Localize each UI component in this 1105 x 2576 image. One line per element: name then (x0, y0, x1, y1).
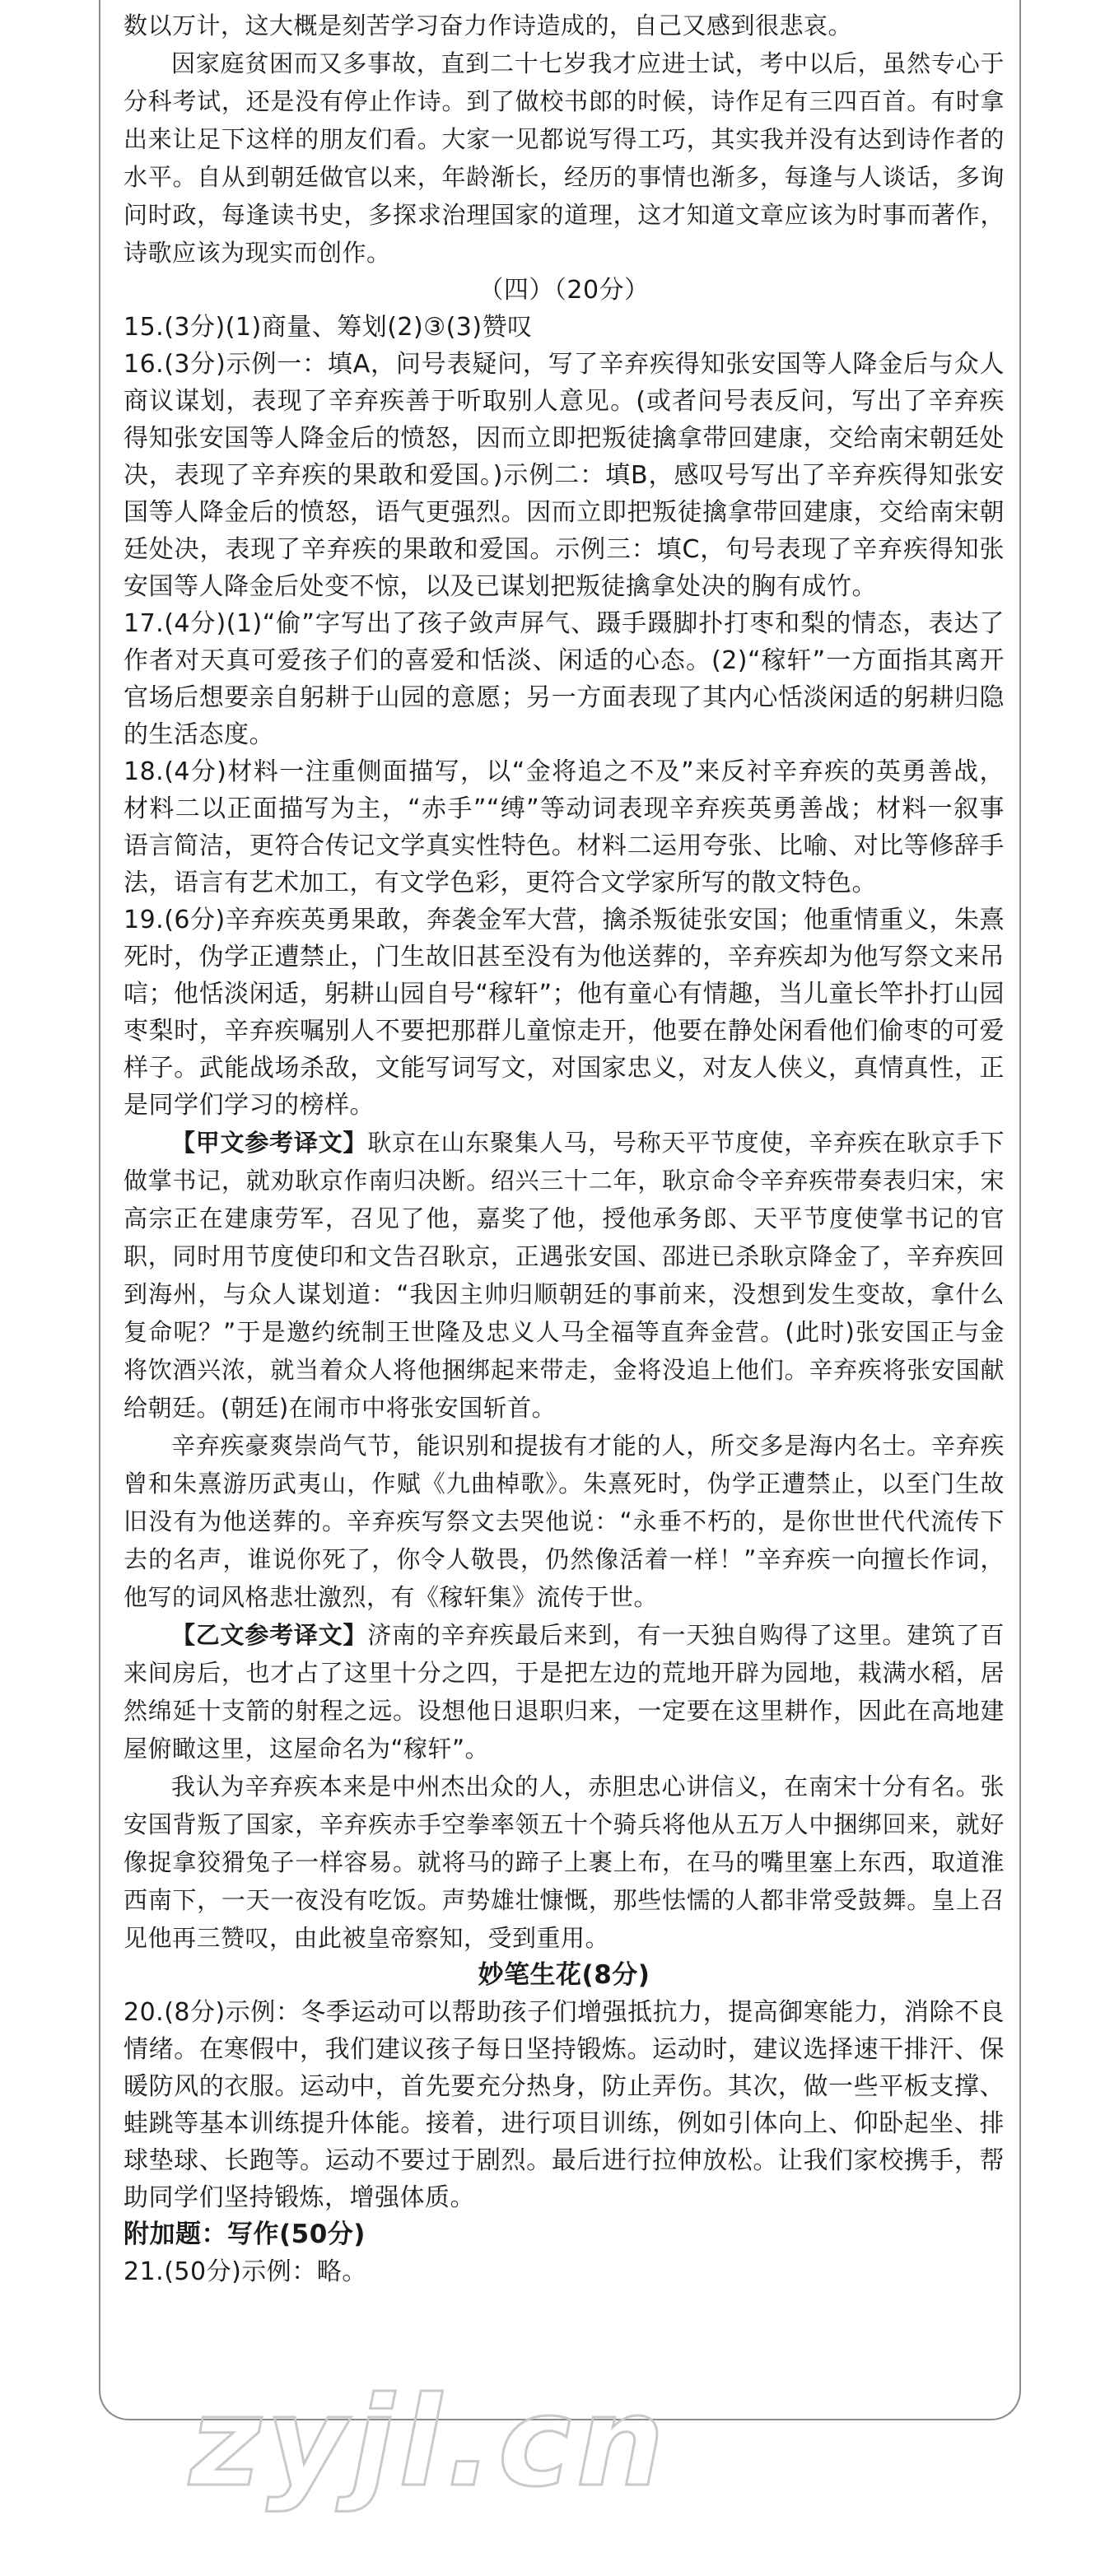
yi-translation-text-1: 济南的辛弃疾最后来到，有一天独自购得了这里。建筑了百来间房后，也才占了这里十分之四，于是把左边的荒地开辟为园地，栽满水稻，居然绵延十支箭的射程之远。设想他日退职归来，一定要在这里耕作，因此在高地建屋俯瞰这里，这屋命名为“稼轩”。 (124, 1621, 1005, 1763)
question-21-answer: 21.(50分)示例：略。 (124, 2257, 367, 2286)
watermark-logo: zyjl.cn (189, 2371, 669, 2514)
answer-content (124, 7, 1005, 2290)
bonus-section-title: 附加题：写作(50分) (124, 2220, 366, 2249)
yi-translation-label: 【乙文参考译文】 (171, 1621, 368, 1649)
question-20-answer: 20.(8分)示例：冬季运动可以帮助孩子们增强抵抗力，提高御寒能力，消除不良情绪。在寒假中，我们建议孩子每日坚持锻炼。运动时，建议选择速干排汗、保暖防风的衣服。运动中，首先要充分热身，防止弄伤。其次，做一些平板支撑、蛙跳等基本训练提升体能。接着，进行项目训练，例如引体向上、仰卧起坐、排球垫球、长跑等。运动不要过于剧烈。最后进行拉伸放松。让我们家校携手，帮助同学们坚持锻炼，增强体质。 (124, 1998, 1005, 2212)
writing-section-title: 妙笔生花(8分) (478, 1960, 650, 1990)
yi-translation-paragraph-1 (124, 1616, 1005, 1768)
question-19-answer: 19.(6分)辛弃疾英勇果敢，奔袭金军大营，擒杀叛徒张安国；他重情重义，朱熹死时，伪学正遭禁止，门生故旧甚至没有为他送葬的，辛弃疾却为他写祭文来吊唁；他恬淡闲适，躬耕山园自号“稼轩”；他有童心有情趣，当儿童长竿扑打山园枣梨时，辛弃疾嘱别人不要把那群儿童惊走开，他要在静处闲看他们偷枣的可爱样子。武能战场杀敌，文能写词写文，对国家忠义，对友人侠义，真情真性，正是同学们学习的榜样。 (124, 906, 1005, 1120)
jia-translation-text-1: 耿京在山东聚集人马，号称天平节度使，辛弃疾在耿京手下做掌书记，就劝耿京作南归决断。绍兴三十二年，耿京命令辛弃疾带奏表归宋，宋高宗正在建康劳军，召见了他，嘉奖了他，授他承务郎、天平节度使掌书记的官职，同时用节度使印和文告召耿京，正遇张安国、邵进已杀耿京降金了，辛弃疾回到海州，与众人谋划道：“我因主帅归顺朝廷的事前来，没想到发生变故，拿什么复命呢？”于是邀约统制王世隆及忠义人马全福等直奔金营。(此时)张安国正与金将饮酒兴浓，就当着众人将他捆绑起来带走，金将没追上他们。辛弃疾将张安国献给朝廷。(朝廷)在闹市中将张安国斩首。 (124, 1129, 1005, 1422)
intro-tail-paragraph: 数以万计，这大概是刻苦学习奋力作诗造成的，自己又感到很悲哀。 (124, 12, 853, 40)
question-18-answer: 18.(4分)材料一注重侧面描写，以“金将追之不及”来反衬辛弃疾的英勇善战，材料二以正面描写为主，“赤手”“缚”等动词表现辛弃疾英勇善战；材料一叙事语言简洁，更符合传记文学真实性特色。材料二运用夸张、比喻、对比等修辞手法，语言有艺术加工，有文学色彩，更符合文学家所写的散文特色。 (124, 757, 1005, 897)
jia-translation-paragraph-2: 辛弃疾豪爽崇尚气节，能识别和提拔有才能的人，所交多是海内名士。辛弃疾曾和朱熹游历武夷山，作赋《九曲棹歌》。朱熹死时，伪学正遭禁止，以至门生故旧没有为他送葬的。辛弃疾写祭文去哭他说：“永垂不朽的，是你世世代代流传下去的名声，谁说你死了，你令人敬畏，仍然像活着一样！”辛弃疾一向擅长作词，他写的词风格悲壮激烈，有《稼轩集》流传于世。 (124, 1432, 1005, 1611)
question-17-answer: 17.(4分)(1)“偷”字写出了孩子敛声屏气、蹑手蹑脚扑打枣和梨的情态，表达了作者对天真可爱孩子们的喜爱和恬淡、闲适的心态。(2)“稼轩”一方面指其离开官场后想要亲自躬耕于山园的意愿；另一方面表现了其内心恬淡闲适的躬耕归隐的生活态度。 (124, 609, 1005, 749)
yi-translation-paragraph-2: 我认为辛弃疾本来是中州杰出众的人，赤胆忠心讲信义，在南宋十分有名。张安国背叛了国家，辛弃疾赤手空拳率领五十个骑兵将他从五万人中捆绑回来，就好像捉拿狡猾兔子一样容易。就将马的蹄子上裹上布，在马的嘴里塞上东西，取道淮西南下，一天一夜没有吃饭。声势雄壮慷慨，那些怯懦的人都非常受鼓舞。皇上召见他再三赞叹，由此被皇帝察知，受到重用。 (124, 1772, 1005, 1952)
intro-paragraph-2: 因家庭贫困而又多事故，直到二十七岁我才应进士试，考中以后，虽然专心于分科考试，还是没有停止作诗。到了做校书郎的时候，诗作足有三四百首。有时拿出来让足下这样的朋友们看。大家一见都说写得工巧，其实我并没有达到诗作者的水平。自从到朝廷做官以来，年龄渐长，经历的事情也渐多，每逢与人谈话，多询问时政，每逢读书史，多探求治理国家的道理，这才知道文章应该为时事而著作，诗歌应该为现实而创作。 (124, 49, 1005, 267)
jia-translation-label: 【甲文参考译文】 (171, 1129, 368, 1157)
section-4-title: （四）（20分） (478, 276, 650, 305)
question-15-answer: 15.(3分)(1)商量、筹划(2)③(3)赞叹 (124, 313, 533, 342)
jia-translation-paragraph-1 (124, 1124, 1005, 1427)
question-16-answer: 16.(3分)示例一：填A，问号表疑问，写了辛弃疾得知张安国等人降金后与众人商议谋划，表现了辛弃疾善于听取别人意见。(或者问号表反问，写出了辛弃疾得知张安国等人降金后的愤怒，因而立即把叛徒擒拿带回建康，交给南宋朝廷处决，表现了辛弃疾的果敢和爱国。)示例二：填B，感叹号写出了辛弃疾得知张安国等人降金后的愤怒，语气更强烈。因而立即把叛徒擒拿带回建康，交给南宋朝廷处决，表现了辛弃疾的果敢和爱国。示例三：填C，句号表现了辛弃疾得知张安国等人降金后处变不惊，以及已谋划把叛徒擒拿处决的胸有成竹。 (124, 350, 1005, 601)
